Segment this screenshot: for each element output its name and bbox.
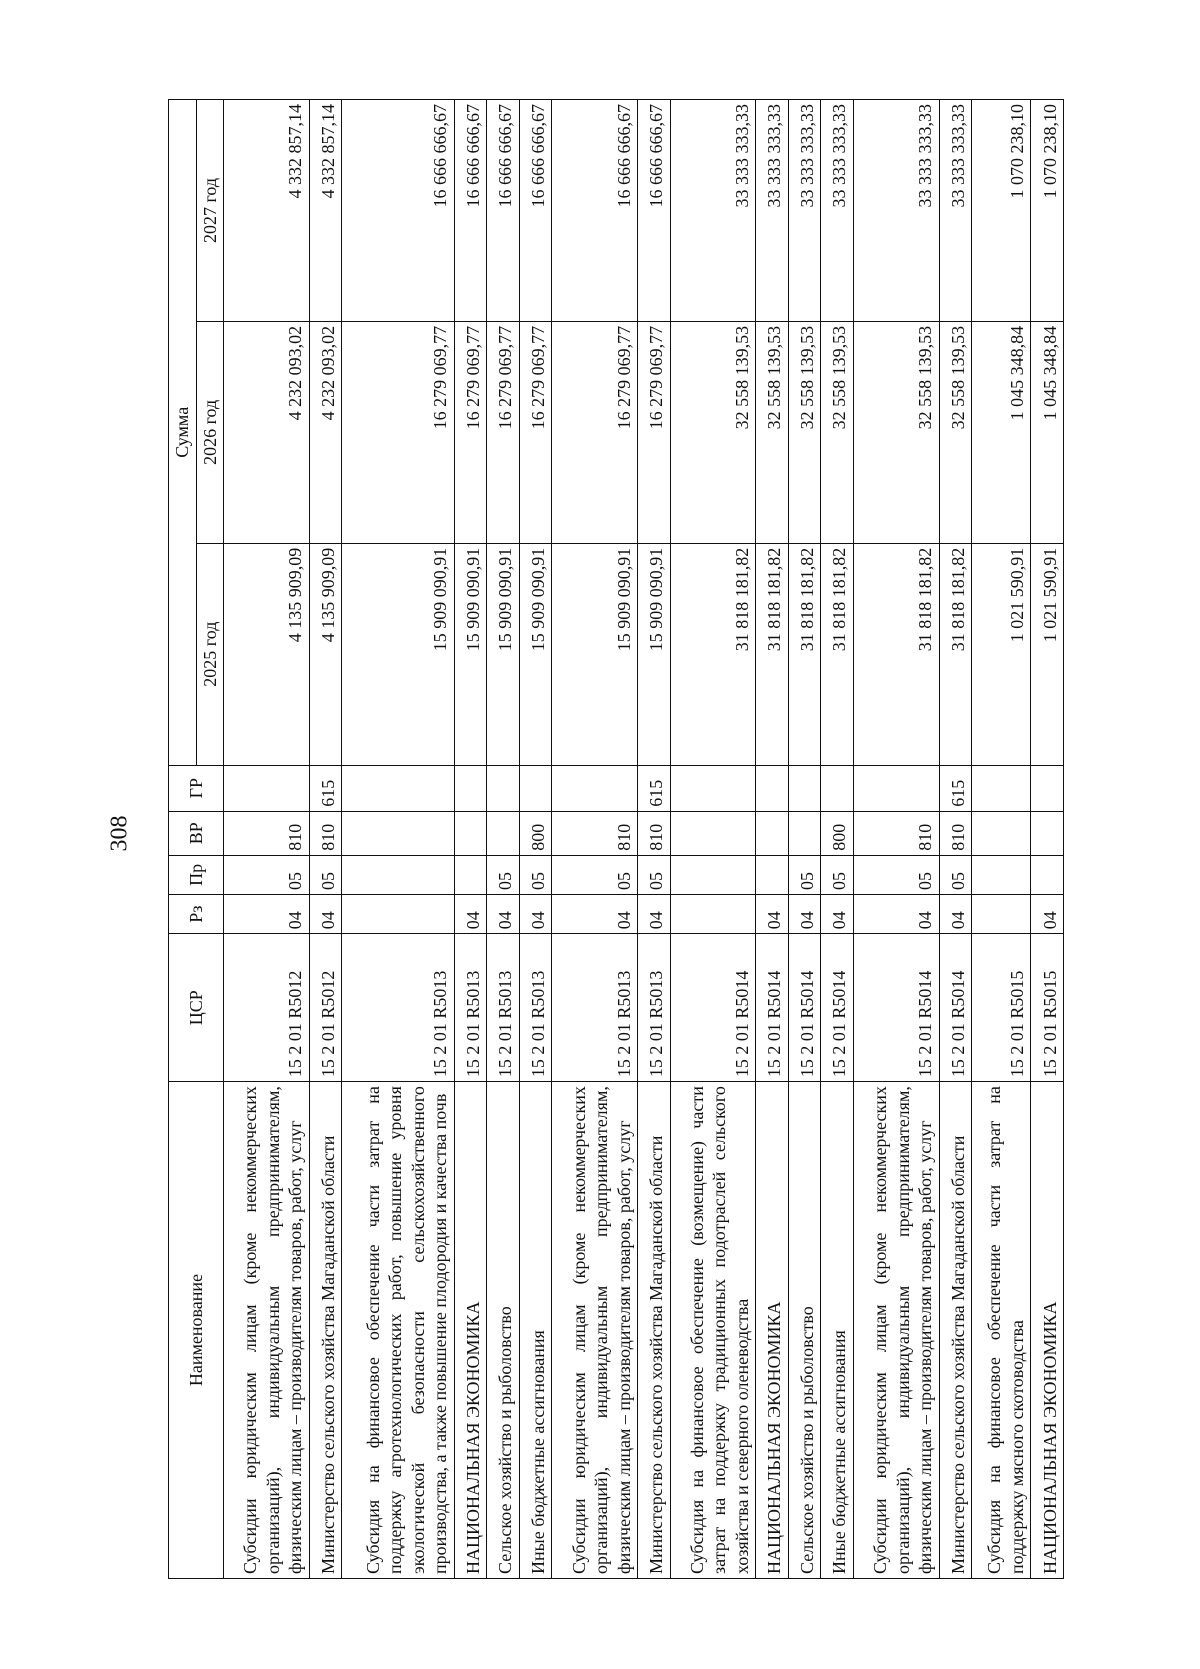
- table-row: [487, 100, 520, 1579]
- row-sum-2027: 16 666 666,67: [487, 100, 520, 322]
- row-vr: [342, 811, 454, 855]
- row-sum-2026: 1 045 348,84: [1031, 321, 1064, 543]
- table-row: [519, 100, 552, 1579]
- table-row: [1031, 100, 1064, 1579]
- table-row: [939, 100, 972, 1579]
- table-row: [853, 100, 939, 1579]
- row-sum-2025: 4 135 909,09: [224, 543, 310, 765]
- row-rz: [972, 894, 1031, 933]
- page-number: 308: [106, 815, 133, 852]
- table-row: [670, 100, 756, 1579]
- row-sum-2027: 16 666 666,67: [638, 100, 671, 322]
- row-rz: 04: [519, 894, 552, 933]
- row-rz: 04: [309, 894, 342, 933]
- header-csr: ЦСР: [169, 934, 224, 1082]
- row-csr: 15 2 01 R5014: [788, 934, 821, 1082]
- row-sum-2025: 15 909 090,91: [638, 543, 671, 765]
- row-rz: [670, 894, 756, 933]
- row-pr: 05: [939, 855, 972, 894]
- row-csr: 15 2 01 R5013: [519, 934, 552, 1082]
- row-csr: 15 2 01 R5014: [821, 934, 854, 1082]
- table-row: [454, 100, 487, 1579]
- row-pr: [972, 855, 1031, 894]
- table-row: [224, 100, 310, 1579]
- header-sum: Сумма: [169, 100, 197, 766]
- row-sum-2027: 1 070 238,10: [1031, 100, 1064, 322]
- row-rz: 04: [638, 894, 671, 933]
- row-sum-2027: 33 333 333,33: [853, 100, 939, 322]
- row-sum-2025: 1 021 590,91: [972, 543, 1031, 765]
- row-name: НАЦИОНАЛЬНАЯ ЭКОНОМИКА: [454, 1082, 487, 1579]
- row-name: Субсидия на финансовое обеспечение (возмещение) части затрат на поддержку традиционных подотраслей сельского хозяйства и северного оленеводства: [670, 1082, 756, 1579]
- row-sum-2025: 31 818 181,82: [853, 543, 939, 765]
- row-gr: 615: [309, 765, 342, 811]
- row-gr: [519, 765, 552, 811]
- row-gr: [487, 765, 520, 811]
- row-name: Сельское хозяйство и рыболовство: [788, 1082, 821, 1579]
- budget-table: [168, 99, 1064, 1579]
- row-gr: [454, 765, 487, 811]
- budget-table-container: [168, 99, 1064, 1579]
- row-sum-2025: 31 818 181,82: [756, 543, 789, 765]
- row-name: Иные бюджетные ассигнования: [821, 1082, 854, 1579]
- row-gr: [853, 765, 939, 811]
- row-csr: 15 2 01 R5012: [309, 934, 342, 1082]
- row-csr: 15 2 01 R5013: [342, 934, 454, 1082]
- header-2026: 2026 год: [196, 321, 224, 543]
- row-csr: 15 2 01 R5014: [939, 934, 972, 1082]
- row-gr: [972, 765, 1031, 811]
- row-vr: 800: [821, 811, 854, 855]
- row-vr: [756, 811, 789, 855]
- row-vr: 810: [939, 811, 972, 855]
- row-sum-2026: 32 558 139,53: [939, 321, 972, 543]
- row-pr: 05: [638, 855, 671, 894]
- header-gr: ГР: [169, 765, 224, 811]
- row-sum-2026: 16 279 069,77: [519, 321, 552, 543]
- table-row: [309, 100, 342, 1579]
- row-name: НАЦИОНАЛЬНАЯ ЭКОНОМИКА: [756, 1082, 789, 1579]
- row-pr: 05: [821, 855, 854, 894]
- row-gr: [342, 765, 454, 811]
- row-sum-2026: 32 558 139,53: [821, 321, 854, 543]
- row-vr: [1031, 811, 1064, 855]
- row-vr: [487, 811, 520, 855]
- row-name: Субсидии юридическим лицам (кроме некоммерческих организаций), индивидуальным предпринимателям, физическим лицам – производителям товаров, работ, услуг: [853, 1082, 939, 1579]
- row-vr: 810: [552, 811, 638, 855]
- row-sum-2026: 32 558 139,53: [756, 321, 789, 543]
- row-rz: 04: [552, 894, 638, 933]
- header-name: Наименование: [169, 1082, 224, 1579]
- row-name: Министерство сельского хозяйства Магаданской области: [638, 1082, 671, 1579]
- row-sum-2025: 15 909 090,91: [552, 543, 638, 765]
- row-sum-2026: 32 558 139,53: [670, 321, 756, 543]
- row-pr: 05: [487, 855, 520, 894]
- row-rz: 04: [756, 894, 789, 933]
- table-header: [169, 100, 224, 1579]
- row-sum-2025: 1 021 590,91: [1031, 543, 1064, 765]
- row-vr: 810: [853, 811, 939, 855]
- row-rz: 04: [224, 894, 310, 933]
- row-name: Министерство сельского хозяйства Магаданской области: [309, 1082, 342, 1579]
- table-row: [756, 100, 789, 1579]
- row-sum-2027: 33 333 333,33: [670, 100, 756, 322]
- row-sum-2025: 4 135 909,09: [309, 543, 342, 765]
- row-sum-2025: 15 909 090,91: [454, 543, 487, 765]
- row-vr: 810: [224, 811, 310, 855]
- row-name: Иные бюджетные ассигнования: [519, 1082, 552, 1579]
- row-rz: 04: [821, 894, 854, 933]
- row-gr: [756, 765, 789, 811]
- table-row: [788, 100, 821, 1579]
- row-name: Субсидии юридическим лицам (кроме некоммерческих организаций), индивидуальным предпринимателям, физическим лицам – производителям товаров, работ, услуг: [224, 1082, 310, 1579]
- row-pr: 05: [853, 855, 939, 894]
- row-rz: 04: [939, 894, 972, 933]
- header-vr: ВР: [169, 811, 224, 855]
- row-sum-2027: 33 333 333,33: [756, 100, 789, 322]
- row-sum-2027: 4 332 857,14: [309, 100, 342, 322]
- row-sum-2026: 16 279 069,77: [552, 321, 638, 543]
- row-sum-2026: 4 232 093,02: [224, 321, 310, 543]
- row-sum-2025: 31 818 181,82: [821, 543, 854, 765]
- row-sum-2025: 15 909 090,91: [342, 543, 454, 765]
- row-vr: 810: [638, 811, 671, 855]
- table-row: [342, 100, 454, 1579]
- row-sum-2027: 33 333 333,33: [821, 100, 854, 322]
- row-name: Министерство сельского хозяйства Магаданской области: [939, 1082, 972, 1579]
- table-body: [224, 100, 1064, 1579]
- row-vr: [454, 811, 487, 855]
- row-gr: [788, 765, 821, 811]
- row-pr: [342, 855, 454, 894]
- row-sum-2026: 32 558 139,53: [788, 321, 821, 543]
- row-sum-2027: 16 666 666,67: [552, 100, 638, 322]
- row-csr: 15 2 01 R5015: [972, 934, 1031, 1082]
- row-csr: 15 2 01 R5014: [756, 934, 789, 1082]
- row-sum-2027: 16 666 666,67: [342, 100, 454, 322]
- row-rz: [342, 894, 454, 933]
- header-2025: 2025 год: [196, 543, 224, 765]
- row-pr: [1031, 855, 1064, 894]
- row-sum-2026: 4 232 093,02: [309, 321, 342, 543]
- row-name: НАЦИОНАЛЬНАЯ ЭКОНОМИКА: [1031, 1082, 1064, 1579]
- row-csr: 15 2 01 R5015: [1031, 934, 1064, 1082]
- row-sum-2025: 31 818 181,82: [670, 543, 756, 765]
- table-row: [552, 100, 638, 1579]
- row-csr: 15 2 01 R5013: [552, 934, 638, 1082]
- row-name: Субсидия на финансовое обеспечение части затрат на поддержку агротехнологических работ, повышение уровня экологической безопасности сельскохозяйственного производства, а также повышение плодородия и качества почв: [342, 1082, 454, 1579]
- row-pr: 05: [224, 855, 310, 894]
- row-sum-2027: 33 333 333,33: [939, 100, 972, 322]
- row-vr: 810: [309, 811, 342, 855]
- row-name: Сельское хозяйство и рыболовство: [487, 1082, 520, 1579]
- row-sum-2027: 4 332 857,14: [224, 100, 310, 322]
- row-rz: 04: [487, 894, 520, 933]
- row-name: Субсидии юридическим лицам (кроме некоммерческих организаций), индивидуальным предпринимателям, физическим лицам – производителям товаров, работ, услуг: [552, 1082, 638, 1579]
- row-sum-2026: 1 045 348,84: [972, 321, 1031, 543]
- row-sum-2026: 16 279 069,77: [454, 321, 487, 543]
- row-vr: [972, 811, 1031, 855]
- row-gr: 615: [939, 765, 972, 811]
- row-csr: 15 2 01 R5013: [454, 934, 487, 1082]
- row-sum-2026: 16 279 069,77: [342, 321, 454, 543]
- row-vr: 800: [519, 811, 552, 855]
- row-gr: [670, 765, 756, 811]
- row-pr: [670, 855, 756, 894]
- row-sum-2027: 16 666 666,67: [454, 100, 487, 322]
- row-pr: [756, 855, 789, 894]
- row-gr: [552, 765, 638, 811]
- header-2027: 2027 год: [196, 100, 224, 322]
- row-sum-2027: 1 070 238,10: [972, 100, 1031, 322]
- row-sum-2025: 15 909 090,91: [519, 543, 552, 765]
- row-rz: 04: [788, 894, 821, 933]
- row-gr: [224, 765, 310, 811]
- row-pr: [454, 855, 487, 894]
- row-sum-2025: 15 909 090,91: [487, 543, 520, 765]
- row-pr: 05: [788, 855, 821, 894]
- row-csr: 15 2 01 R5014: [670, 934, 756, 1082]
- row-gr: 615: [638, 765, 671, 811]
- table-row: [638, 100, 671, 1579]
- row-csr: 15 2 01 R5013: [638, 934, 671, 1082]
- row-sum-2027: 16 666 666,67: [519, 100, 552, 322]
- table-row: [972, 100, 1031, 1579]
- row-sum-2026: 16 279 069,77: [487, 321, 520, 543]
- header-pr: Пр: [169, 855, 224, 894]
- row-pr: 05: [552, 855, 638, 894]
- row-gr: [821, 765, 854, 811]
- row-csr: 15 2 01 R5012: [224, 934, 310, 1082]
- row-sum-2027: 33 333 333,33: [788, 100, 821, 322]
- row-pr: 05: [309, 855, 342, 894]
- row-sum-2026: 32 558 139,53: [853, 321, 939, 543]
- row-rz: 04: [454, 894, 487, 933]
- row-csr: 15 2 01 R5014: [853, 934, 939, 1082]
- row-vr: [670, 811, 756, 855]
- row-pr: 05: [519, 855, 552, 894]
- row-sum-2025: 31 818 181,82: [939, 543, 972, 765]
- row-rz: 04: [1031, 894, 1064, 933]
- row-sum-2025: 31 818 181,82: [788, 543, 821, 765]
- header-rz: Рз: [169, 894, 224, 933]
- row-sum-2026: 16 279 069,77: [638, 321, 671, 543]
- table-row: [821, 100, 854, 1579]
- row-vr: [788, 811, 821, 855]
- row-name: Субсидия на финансовое обеспечение части затрат на поддержку мясного скотоводства: [972, 1082, 1031, 1579]
- row-gr: [1031, 765, 1064, 811]
- row-rz: 04: [853, 894, 939, 933]
- row-csr: 15 2 01 R5013: [487, 934, 520, 1082]
